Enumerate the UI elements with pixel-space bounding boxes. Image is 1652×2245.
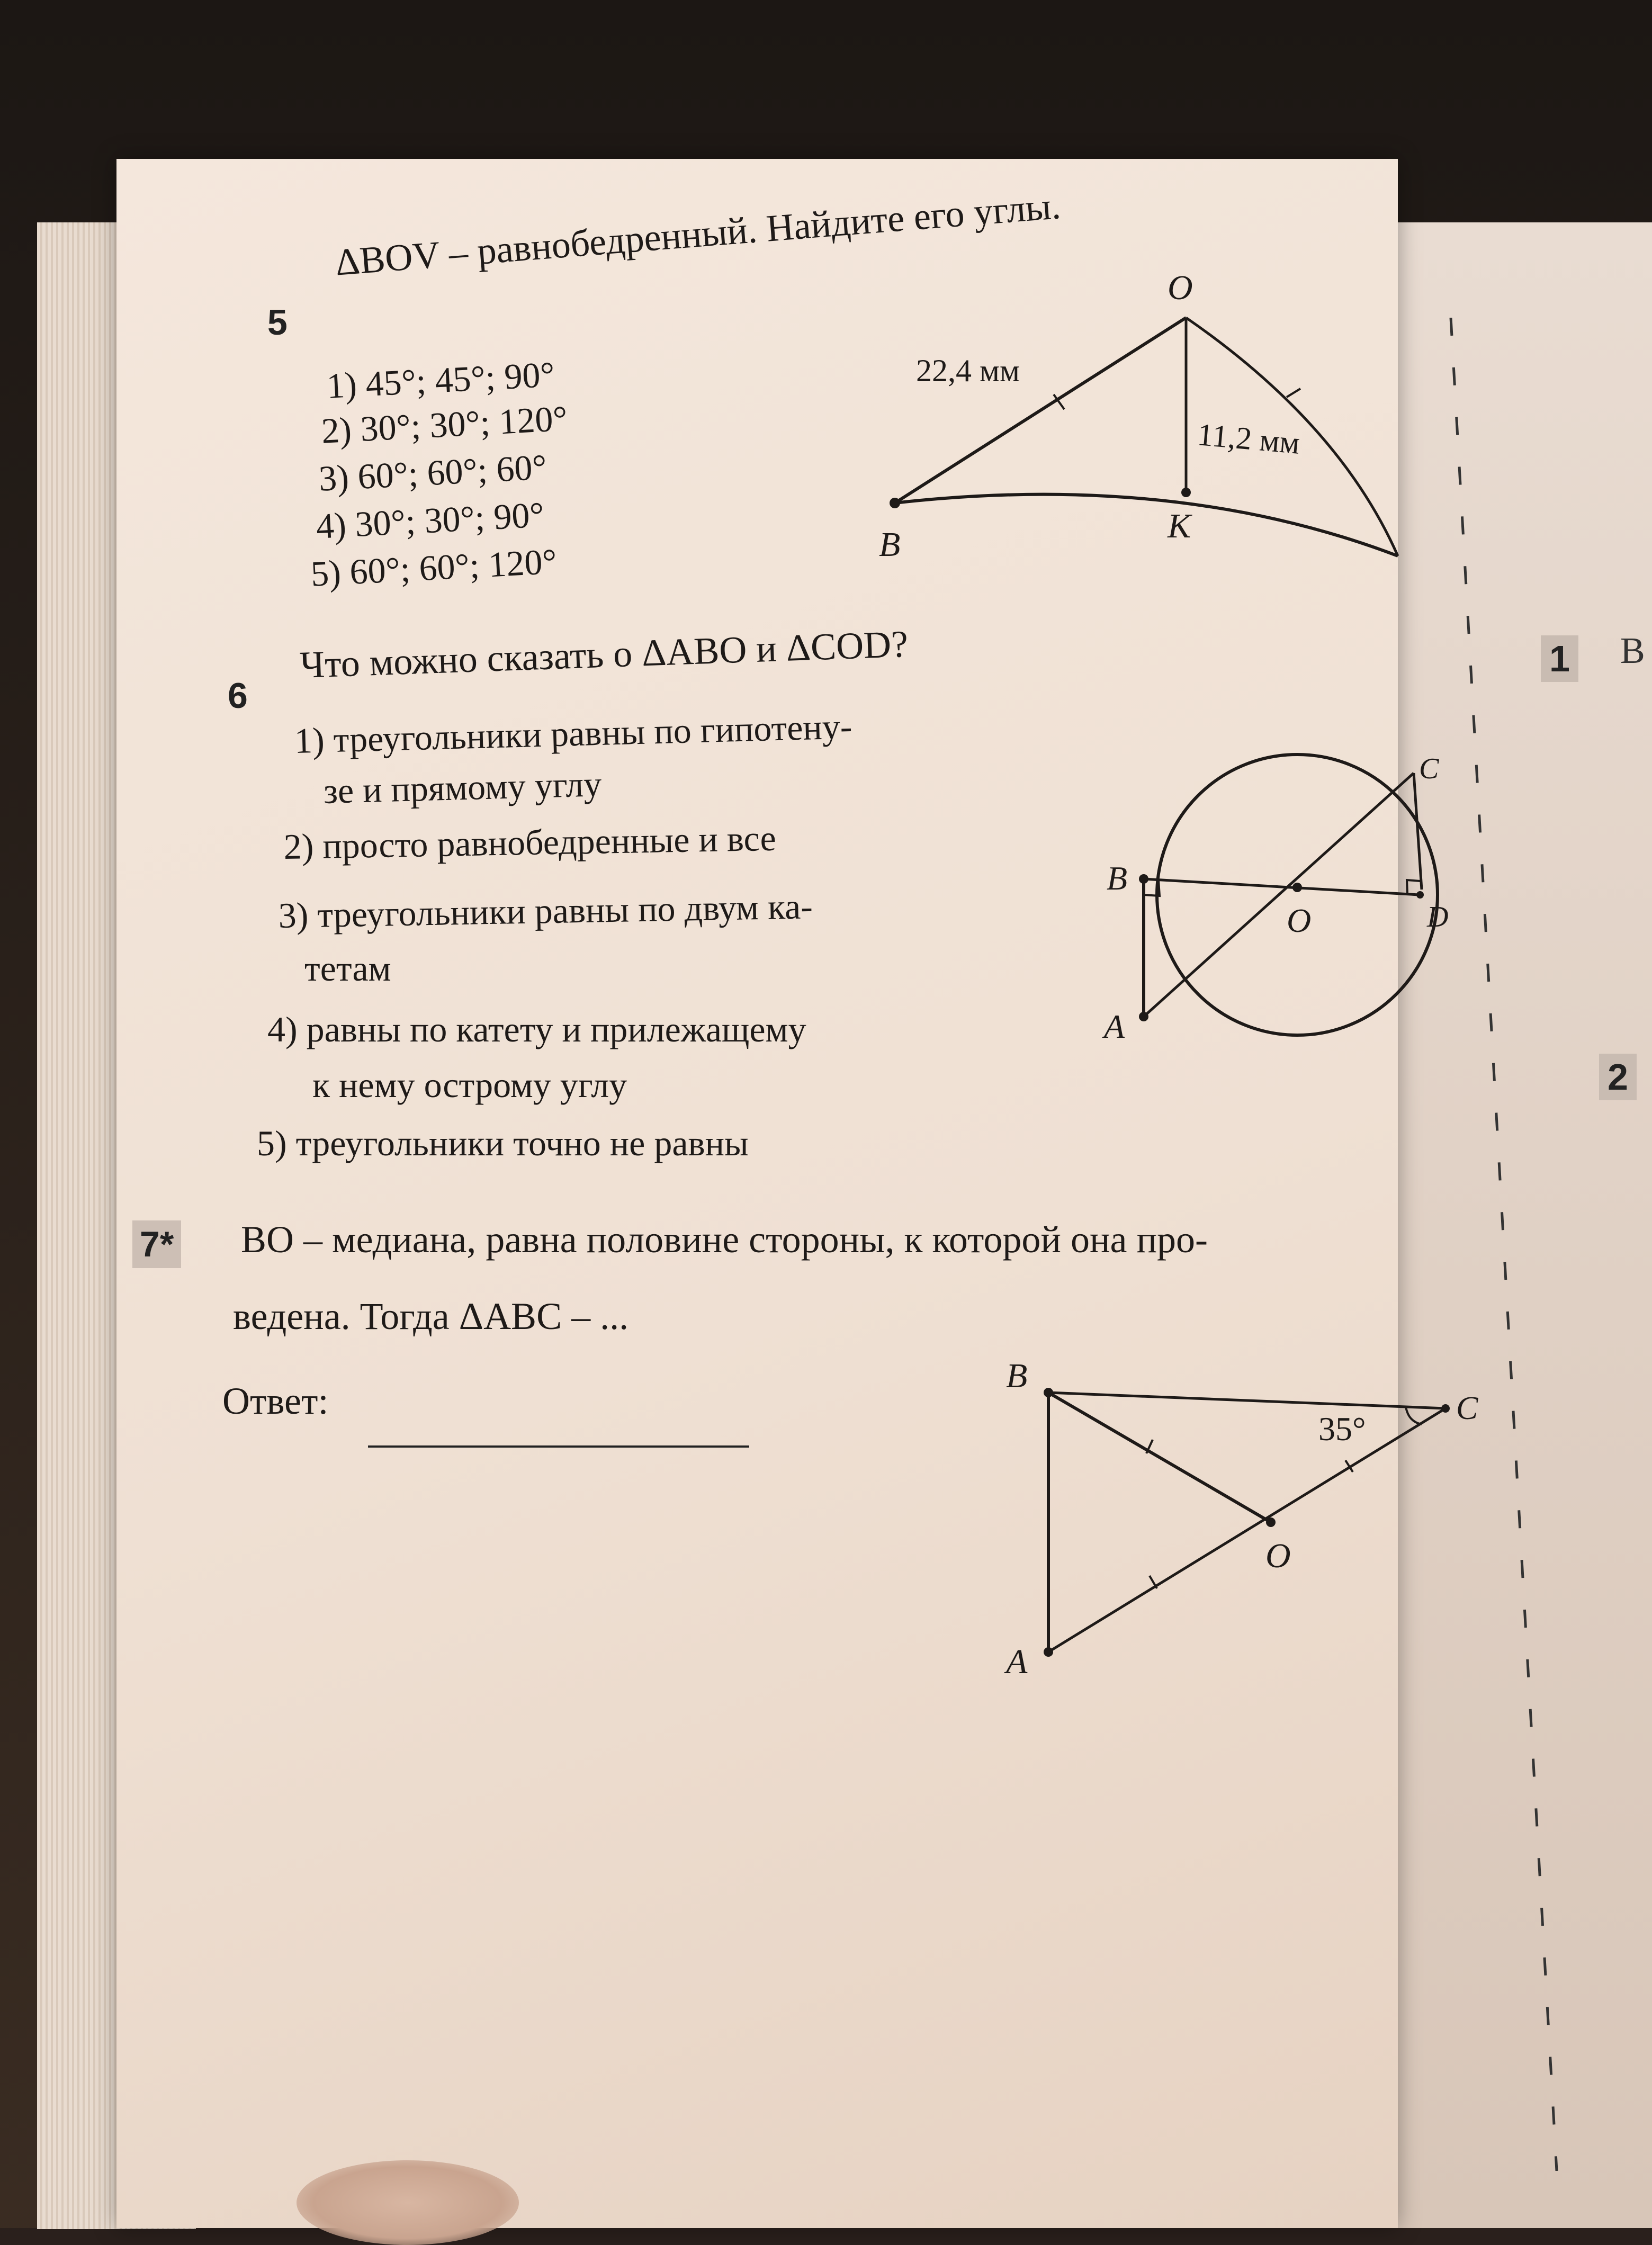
task-5-label-B: B [879,525,901,564]
task-5-number: 5 [267,302,288,343]
task-6-figure [1091,731,1461,1080]
thumb-shadow [297,2160,519,2245]
task-7-label-A: A [1006,1642,1028,1681]
side-letter: В [1620,631,1645,671]
side-task-number-1: 1 [1541,635,1578,682]
side-task-number-2: 2 [1599,1054,1637,1100]
task-7-figure [985,1355,1514,1694]
task-6-option-5: 5) треугольники точно не равны [257,1123,749,1163]
task-5-side-label: 22,4 мм [916,353,1020,388]
task-7-label-B: B [1006,1357,1028,1395]
task-5-label-O: O [1168,268,1193,307]
task-5-option-5: 5) 60°; 60°; 120° [310,541,558,594]
task-5-option-4: 4) 30°; 30°; 90° [315,494,545,546]
task-5-label-K: K [1168,507,1191,545]
task-5-option-2: 2) 30°; 30°; 120° [320,398,569,451]
task-6-option-4b: к нему острому углу [312,1065,627,1105]
task-6-label-O: O [1287,902,1312,939]
task-6-label-A: A [1104,1008,1125,1045]
task-7-angle-label: 35° [1318,1410,1366,1448]
task-6-option-1b: зе и прямому углу [323,764,603,811]
task-5-question: ΔBOV – равнобедренный. Найдите его углы. [334,184,1062,284]
task-5-option-1: 1) 45°; 45°; 90° [326,354,556,406]
task-6-label-D: D [1427,901,1449,933]
task-6-label-B: B [1107,859,1128,897]
task-7-line-1: BO – медиана, равна половине стороны, к которой она про- [241,1218,1208,1261]
task-6-option-3a: 3) треугольники равны по двум ка- [278,886,813,936]
task-7-answer-line [368,1445,749,1448]
task-6-label-C: C [1419,752,1439,785]
dashed-margin-line [1430,318,1588,2171]
task-6-option-2: 2) просто равнобедренные и все [283,818,777,867]
task-7-line-2: ведена. Тогда ΔABC – ... [233,1295,629,1337]
task-6-option-3b: тетам [304,948,391,989]
task-6-option-4a: 4) равны по катету и прилежащему [267,1009,806,1049]
task-7-label-O: O [1265,1537,1291,1575]
task-7-answer-label: Ответ: [222,1380,329,1422]
task-6-question: Что можно сказать о ΔABO и ΔCOD? [299,622,909,686]
task-6-number: 6 [228,676,248,716]
task-7-label-C: C [1456,1390,1478,1426]
task-5-option-3: 3) 60°; 60°; 60° [318,446,548,499]
task-7-number: 7* [132,1220,181,1268]
task-6-option-1a: 1) треугольники равны по гипотену- [294,706,853,761]
task-5-figure [847,254,1430,593]
task-5-height-label: 11,2 мм [1196,417,1301,461]
